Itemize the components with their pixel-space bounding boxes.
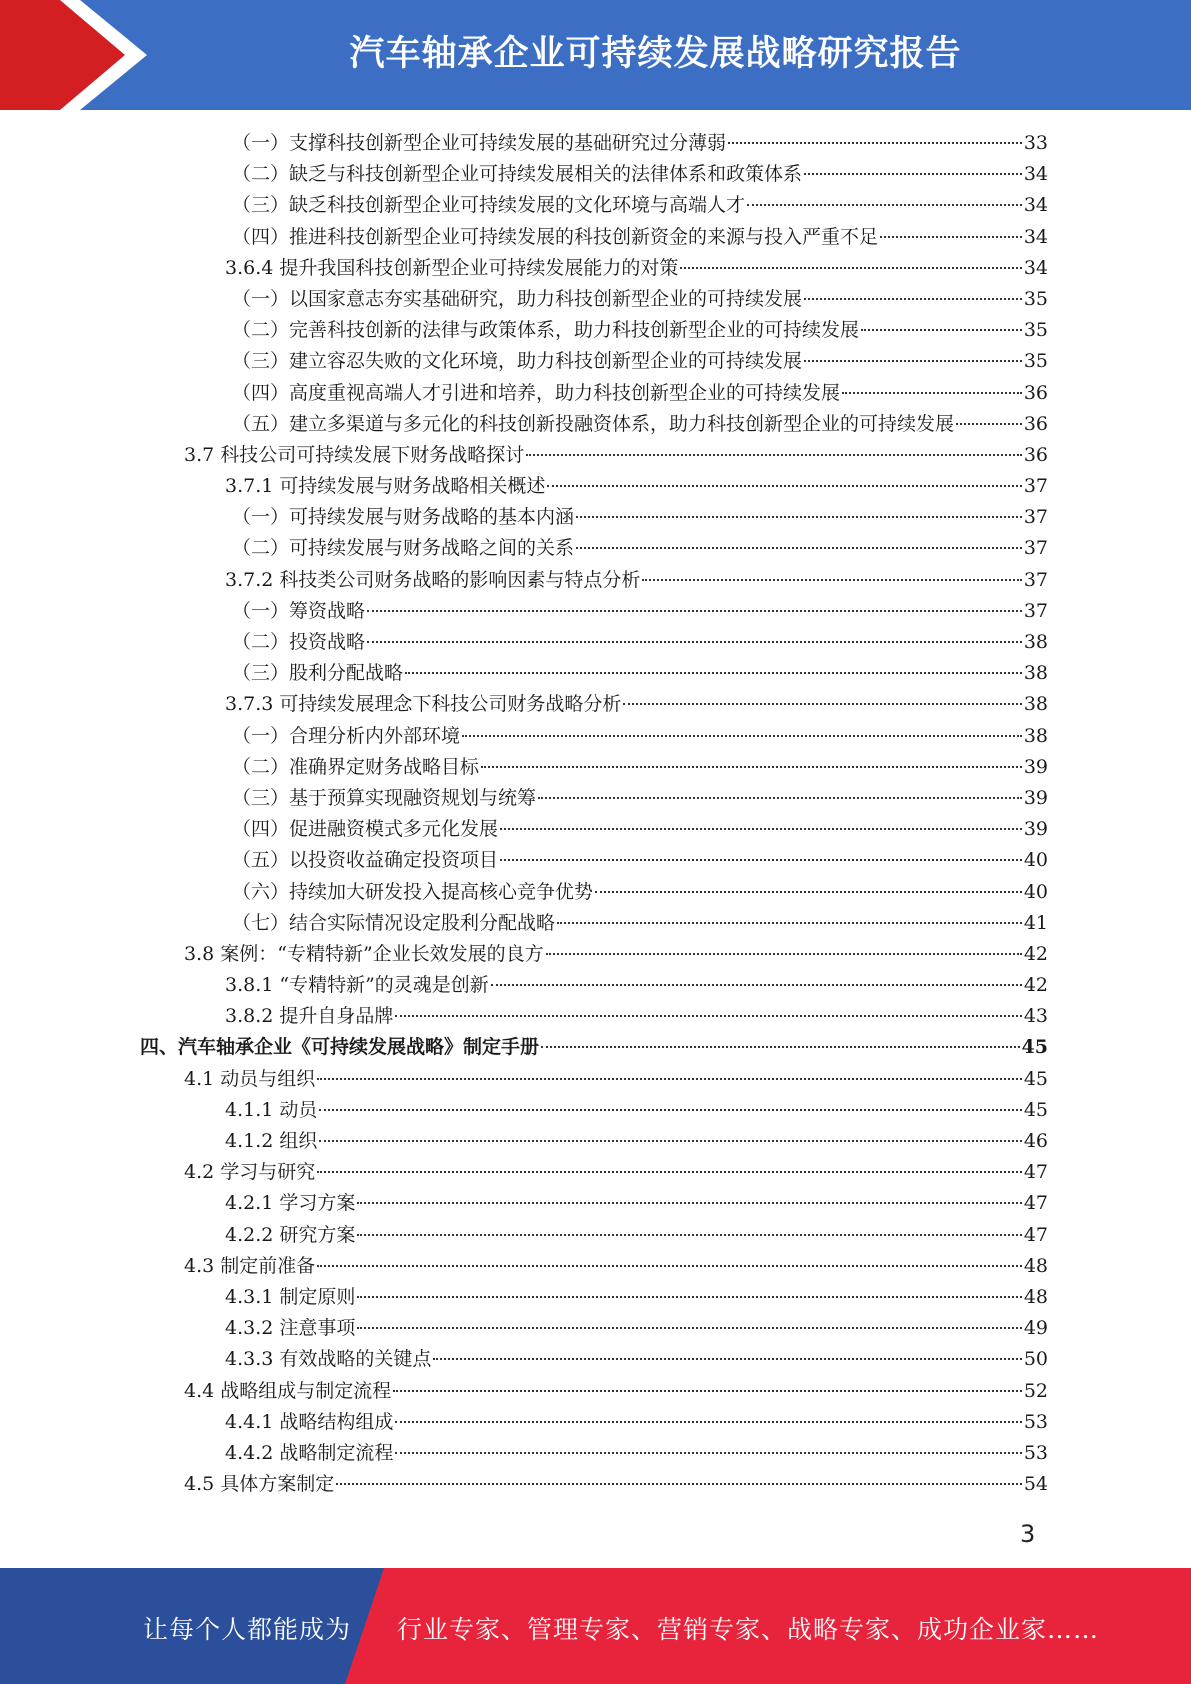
toc-leader-dots bbox=[546, 953, 1022, 955]
toc-entry[interactable] bbox=[140, 783, 1048, 814]
toc-leader-dots bbox=[861, 329, 1022, 331]
toc-leader-dots bbox=[357, 1202, 1021, 1204]
toc-entry-title: （四）促进融资模式多元化发展 bbox=[232, 818, 499, 841]
toc-leader-dots bbox=[642, 579, 1021, 581]
toc-entry[interactable] bbox=[140, 409, 1048, 440]
toc-entry[interactable] bbox=[140, 128, 1048, 159]
toc-entry-page: 40 bbox=[1023, 849, 1048, 872]
toc-entry-title: 4.2.1 学习方案 bbox=[225, 1192, 356, 1215]
toc-leader-dots bbox=[804, 298, 1022, 300]
toc-entry-page: 33 bbox=[1023, 132, 1048, 154]
toc-entry-title: 3.8 案例：“专精特新”企业长效发展的良方 bbox=[184, 942, 544, 965]
toc-entry-title: （二）缺乏与科技创新型企业可持续发展相关的法律体系和政策体系 bbox=[232, 163, 803, 186]
toc-leader-dots bbox=[541, 1046, 1020, 1048]
toc-leader-dots bbox=[393, 1390, 1022, 1392]
toc-entry[interactable] bbox=[140, 877, 1048, 908]
toc-leader-dots bbox=[462, 735, 1022, 737]
toc-entry[interactable] bbox=[140, 159, 1048, 190]
toc-leader-dots bbox=[367, 641, 1022, 643]
toc-entry-page: 34 bbox=[1023, 256, 1048, 279]
toc-entry-page: 38 bbox=[1023, 631, 1048, 653]
toc-entry-title: （四）高度重视高端人才引进和培养，助力科技创新型企业的可持续发展 bbox=[232, 381, 841, 404]
toc-entry[interactable] bbox=[140, 1251, 1048, 1282]
toc-entry-page: 41 bbox=[1023, 911, 1048, 934]
toc-entry[interactable] bbox=[140, 1438, 1048, 1469]
toc-entry-title: （二）可持续发展与财务战略之间的关系 bbox=[232, 537, 575, 560]
toc-leader-dots bbox=[395, 1421, 1021, 1423]
page-footer bbox=[0, 1568, 1191, 1684]
toc-entry-title: （一）支撑科技创新型企业可持续发展的基础研究过分薄弱 bbox=[232, 132, 727, 154]
toc-entry-page: 47 bbox=[1023, 1161, 1048, 1184]
toc-entry[interactable] bbox=[140, 502, 1048, 533]
toc-entry-title: （三）建立容忍失败的文化环境，助力科技创新型企业的可持续发展 bbox=[232, 350, 803, 373]
toc-leader-dots bbox=[538, 797, 1022, 799]
toc-leader-dots bbox=[367, 610, 1022, 612]
toc-entry-page: 39 bbox=[1023, 755, 1048, 778]
toc-entry[interactable] bbox=[140, 1220, 1048, 1251]
toc-entry-title: 3.7.2 科技类公司财务战略的影响因素与特点分析 bbox=[225, 568, 641, 591]
toc-entry-page: 35 bbox=[1023, 319, 1048, 342]
toc-entry-title: 4.3 制定前准备 bbox=[184, 1254, 316, 1277]
toc-entry-title: 4.3.1 制定原则 bbox=[225, 1285, 356, 1308]
toc-entry[interactable] bbox=[140, 1188, 1048, 1219]
toc-entry[interactable] bbox=[140, 1157, 1048, 1188]
toc-leader-dots bbox=[804, 173, 1022, 175]
toc-entry-page: 38 bbox=[1023, 724, 1048, 747]
toc-leader-dots bbox=[317, 1265, 1022, 1267]
toc-leader-dots bbox=[433, 1358, 1021, 1360]
toc-entry-title: 4.4 战略组成与制定流程 bbox=[184, 1379, 392, 1402]
toc-entry-page: 47 bbox=[1023, 1192, 1048, 1215]
toc-leader-dots bbox=[500, 828, 1022, 830]
toc-entry-title: （二）投资战略 bbox=[232, 631, 366, 653]
toc-entry-page: 39 bbox=[1023, 786, 1048, 809]
toc-entry[interactable] bbox=[140, 658, 1048, 689]
toc-entry-page: 50 bbox=[1023, 1348, 1048, 1371]
toc-entry-page: 37 bbox=[1023, 537, 1048, 560]
toc-entry[interactable] bbox=[140, 378, 1048, 409]
toc-entry[interactable] bbox=[140, 1376, 1048, 1407]
toc-entry[interactable] bbox=[140, 1344, 1048, 1375]
toc-leader-dots bbox=[319, 1109, 1021, 1111]
toc-entry-title: 4.2 学习与研究 bbox=[184, 1161, 316, 1184]
toc-leader-dots bbox=[956, 423, 1022, 425]
toc-entry[interactable] bbox=[140, 346, 1048, 377]
toc-entry[interactable] bbox=[140, 284, 1048, 315]
toc-entry-page: 39 bbox=[1023, 818, 1048, 841]
toc-entry-title: （一）筹资战略 bbox=[232, 599, 366, 622]
toc-entry-title: 3.7 科技公司可持续发展下财务战略探讨 bbox=[184, 443, 525, 466]
toc-entry-page: 46 bbox=[1023, 1130, 1048, 1152]
toc-entry[interactable] bbox=[140, 190, 1048, 221]
toc-entry-title: （二）准确界定财务战略目标 bbox=[232, 755, 480, 778]
toc-entry[interactable] bbox=[140, 533, 1048, 564]
toc-entry-page: 48 bbox=[1023, 1254, 1048, 1277]
toc-entry[interactable] bbox=[140, 689, 1048, 720]
toc-entry[interactable] bbox=[140, 970, 1048, 1001]
toc-leader-dots bbox=[680, 267, 1021, 269]
toc-entry-title: 4.5 具体方案制定 bbox=[184, 1473, 335, 1496]
toc-entry-title: 4.1.1 动员 bbox=[225, 1098, 318, 1121]
toc-leader-dots bbox=[526, 454, 1022, 456]
toc-entry-title: 4.2.2 研究方案 bbox=[225, 1223, 356, 1246]
toc-entry-title: （一）以国家意志夯实基础研究，助力科技创新型企业的可持续发展 bbox=[232, 287, 803, 310]
toc-entry[interactable] bbox=[140, 1095, 1048, 1126]
toc-entry[interactable] bbox=[140, 814, 1048, 845]
toc-entry-title: 四、汽车轴承企业《可持续发展战略》制定手册 bbox=[140, 1036, 540, 1059]
toc-entry-page: 37 bbox=[1023, 599, 1048, 622]
toc-entry-title: （四）推进科技创新型企业可持续发展的科技创新资金的来源与投入严重不足 bbox=[232, 225, 879, 248]
toc-entry-title: （三）股利分配战略 bbox=[232, 662, 404, 685]
toc-leader-dots bbox=[317, 1078, 1022, 1080]
toc-leader-dots bbox=[623, 703, 1021, 705]
toc-leader-dots bbox=[357, 1234, 1021, 1236]
toc-entry-title: 4.1 动员与组织 bbox=[184, 1067, 316, 1090]
toc-entry[interactable] bbox=[140, 315, 1048, 346]
toc-entry[interactable] bbox=[140, 1001, 1048, 1032]
toc-entry-page: 47 bbox=[1023, 1223, 1048, 1246]
toc-leader-dots bbox=[804, 360, 1022, 362]
toc-entry-page: 36 bbox=[1023, 412, 1048, 435]
toc-entry-page: 54 bbox=[1023, 1473, 1048, 1496]
toc-entry-page: 37 bbox=[1023, 475, 1048, 498]
toc-leader-dots bbox=[491, 984, 1022, 986]
toc-entry-page: 37 bbox=[1023, 568, 1048, 591]
toc-entry-title: （三）缺乏科技创新型企业可持续发展的文化环境与高端人才 bbox=[232, 194, 746, 217]
toc-entry-page: 36 bbox=[1023, 381, 1048, 404]
toc-entry-page: 34 bbox=[1023, 163, 1048, 186]
toc-entry-page: 45 bbox=[1021, 1036, 1048, 1059]
toc-entry[interactable] bbox=[140, 1282, 1048, 1313]
toc-entry-page: 53 bbox=[1023, 1410, 1048, 1433]
toc-entry[interactable] bbox=[140, 627, 1048, 658]
toc-leader-dots bbox=[842, 392, 1022, 394]
toc-entry-title: （六）持续加大研发投入提高核心竞争优势 bbox=[232, 880, 594, 903]
toc-leader-dots bbox=[481, 766, 1022, 768]
toc-entry[interactable] bbox=[140, 253, 1048, 284]
toc-entry[interactable] bbox=[140, 1126, 1048, 1157]
toc-entry-title: 3.8.1 “专精特新”的灵魂是创新 bbox=[225, 974, 489, 997]
toc-entry-title: （一）可持续发展与财务战略的基本内涵 bbox=[232, 506, 575, 529]
toc-entry-page: 42 bbox=[1023, 974, 1048, 997]
toc-entry-title: （一）合理分析内外部环境 bbox=[232, 724, 461, 747]
toc-entry[interactable] bbox=[140, 752, 1048, 783]
page-number: 3 bbox=[1020, 1520, 1036, 1548]
toc-entry-page: 40 bbox=[1023, 880, 1048, 903]
toc-leader-dots bbox=[880, 236, 1022, 238]
toc-entry[interactable] bbox=[140, 1469, 1048, 1500]
toc-entry-page: 52 bbox=[1023, 1379, 1048, 1402]
toc-entry-page: 34 bbox=[1023, 225, 1048, 248]
toc-entry-title: 3.8.2 提升自身品牌 bbox=[225, 1005, 394, 1028]
toc-leader-dots bbox=[317, 1171, 1022, 1173]
footer-slogan-left: 让每个人都能成为 bbox=[143, 1615, 352, 1644]
toc-entry-title: （三）基于预算实现融资规划与统筹 bbox=[232, 786, 537, 809]
toc-entry-page: 38 bbox=[1023, 662, 1048, 685]
toc-entry-page: 49 bbox=[1023, 1317, 1048, 1340]
toc-entry[interactable] bbox=[140, 565, 1048, 596]
toc-leader-dots bbox=[747, 204, 1022, 206]
toc-entry-title: （七）结合实际情况设定股利分配战略 bbox=[232, 911, 556, 934]
toc-leader-dots bbox=[319, 1140, 1021, 1142]
toc-entry-title: 4.1.2 组织 bbox=[225, 1130, 318, 1152]
toc-entry-page: 35 bbox=[1023, 350, 1048, 373]
toc-leader-dots bbox=[547, 485, 1021, 487]
toc-entry-page: 53 bbox=[1023, 1441, 1048, 1464]
toc-entry-title: 3.7.3 可持续发展理念下科技公司财务战略分析 bbox=[225, 693, 622, 716]
toc-leader-dots bbox=[357, 1296, 1021, 1298]
toc-entry-page: 37 bbox=[1023, 506, 1048, 529]
toc-entry[interactable] bbox=[140, 222, 1048, 253]
toc-entry[interactable] bbox=[140, 440, 1048, 471]
toc-entry-title: （五）以投资收益确定投资项目 bbox=[232, 849, 499, 872]
toc-leader-dots bbox=[576, 516, 1022, 518]
toc-entry[interactable] bbox=[140, 939, 1048, 970]
toc-leader-dots bbox=[557, 922, 1022, 924]
toc-entry[interactable] bbox=[140, 596, 1048, 627]
toc-leader-dots bbox=[336, 1483, 1022, 1485]
toc-leader-dots bbox=[576, 547, 1022, 549]
toc-entry-page: 36 bbox=[1023, 443, 1048, 466]
toc-entry-page: 34 bbox=[1023, 194, 1048, 217]
table-of-contents bbox=[140, 128, 1048, 1500]
toc-entry-page: 45 bbox=[1023, 1067, 1048, 1090]
toc-entry-title: 4.3.2 注意事项 bbox=[225, 1317, 356, 1340]
toc-leader-dots bbox=[500, 859, 1022, 861]
page-header bbox=[0, 0, 1191, 110]
toc-entry-title: 4.4.1 战略结构组成 bbox=[225, 1410, 394, 1433]
toc-entry-page: 45 bbox=[1023, 1098, 1048, 1121]
toc-entry-title: （五）建立多渠道与多元化的科技创新投融资体系，助力科技创新型企业的可持续发展 bbox=[232, 412, 955, 435]
footer-slogan-right: 行业专家、管理专家、营销专家、战略专家、成功企业家…… bbox=[397, 1615, 1100, 1644]
toc-leader-dots bbox=[357, 1327, 1021, 1329]
toc-entry-title: （二）完善科技创新的法律与政策体系，助力科技创新型企业的可持续发展 bbox=[232, 319, 860, 342]
toc-entry[interactable] bbox=[140, 721, 1048, 752]
toc-entry[interactable] bbox=[140, 908, 1048, 939]
toc-leader-dots bbox=[395, 1452, 1021, 1454]
toc-entry-title: 4.4.2 战略制定流程 bbox=[225, 1441, 394, 1464]
toc-entry[interactable] bbox=[140, 1032, 1048, 1063]
toc-entry[interactable] bbox=[140, 471, 1048, 502]
toc-leader-dots bbox=[595, 891, 1022, 893]
toc-entry-title: 3.6.4 提升我国科技创新型企业可持续发展能力的对策 bbox=[225, 256, 679, 279]
toc-entry-page: 35 bbox=[1023, 287, 1048, 310]
toc-leader-dots bbox=[395, 1015, 1021, 1017]
toc-entry-page: 42 bbox=[1023, 942, 1048, 965]
toc-entry-title: 4.3.3 有效战略的关键点 bbox=[225, 1348, 432, 1371]
report-title: 汽车轴承企业可持续发展战略研究报告 bbox=[349, 34, 962, 74]
toc-leader-dots bbox=[405, 672, 1022, 674]
toc-entry[interactable] bbox=[140, 845, 1048, 876]
toc-entry[interactable] bbox=[140, 1064, 1048, 1095]
toc-entry-page: 38 bbox=[1023, 693, 1048, 716]
toc-entry[interactable] bbox=[140, 1313, 1048, 1344]
toc-entry[interactable] bbox=[140, 1407, 1048, 1438]
toc-leader-dots bbox=[728, 142, 1022, 144]
toc-entry-page: 43 bbox=[1023, 1005, 1048, 1028]
toc-entry-title: 3.7.1 可持续发展与财务战略相关概述 bbox=[225, 475, 546, 498]
toc-entry-page: 48 bbox=[1023, 1285, 1048, 1308]
